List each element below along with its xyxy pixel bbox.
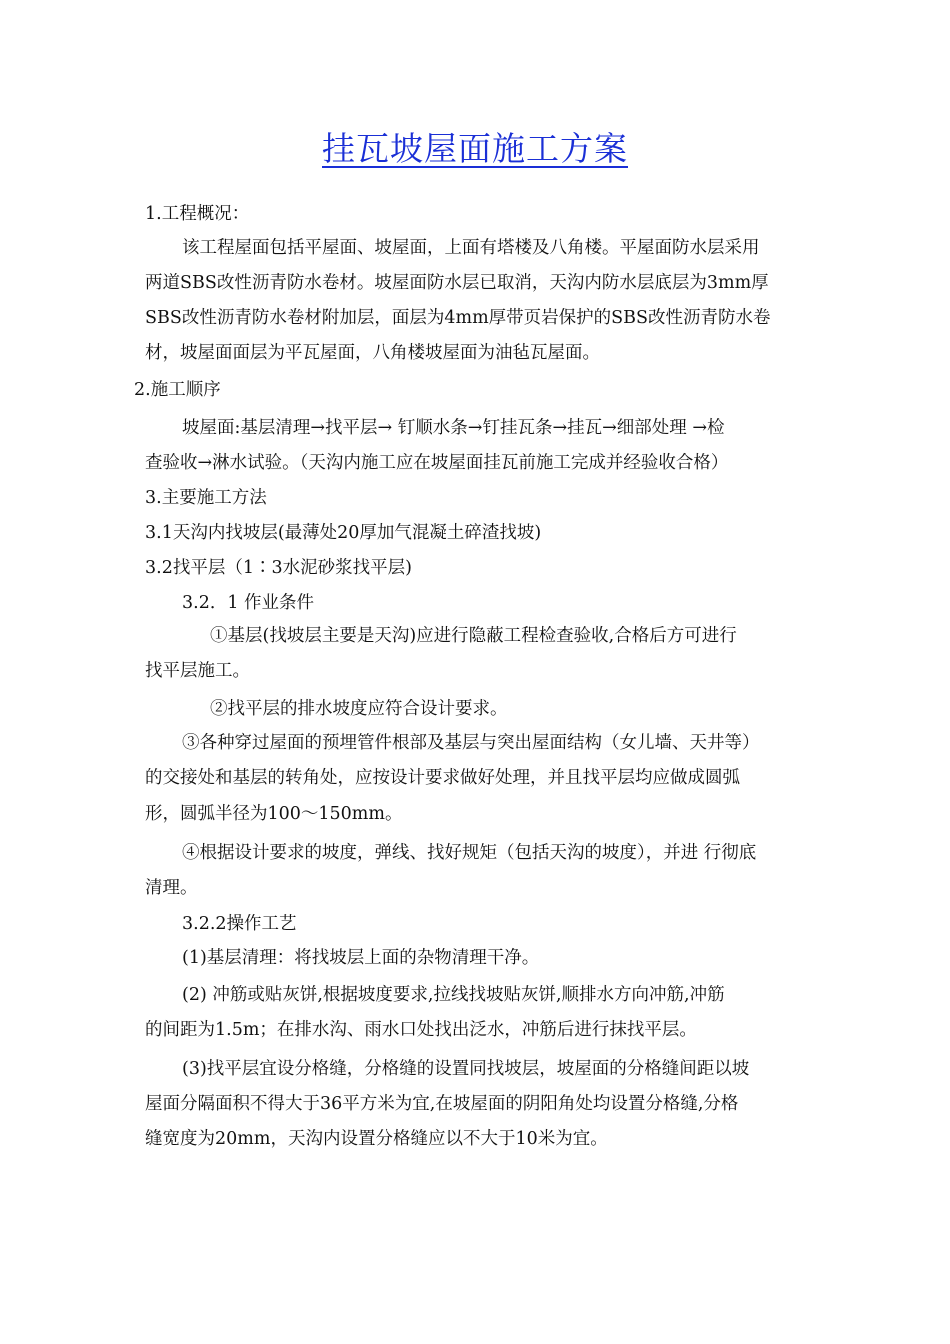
- paragraph-line: ④根据设计要求的坡度，弹线、找好规矩（包括天沟的坡度），并进 行彻底: [182, 843, 757, 863]
- subsection-heading: 3.2找平层（1∶3水泥砂浆找平层): [145, 558, 412, 578]
- subsection-heading: 3.2.2操作工艺: [182, 914, 297, 934]
- section-1-heading: 1.工程概况：: [145, 204, 250, 224]
- paragraph-line: 该工程屋面包括平屋面、坡屋面，上面有塔楼及八角楼。平屋面防水层采用: [182, 238, 760, 258]
- paragraph-line: 查验收→淋水试验。（天沟内施工应在坡屋面挂瓦前施工完成并经验收合格）: [145, 453, 729, 473]
- paragraph-line: 找平层施工。: [145, 661, 250, 681]
- paragraph-line: 清理。: [145, 878, 198, 898]
- paragraph-line: ③各种穿过屋面的预埋管件根部及基层与突出屋面结构（女儿墙、天井等）: [182, 733, 760, 753]
- paragraph-line: ①基层(找坡层主要是天沟)应进行隐蔽工程检查验收,合格后方可进行: [210, 626, 737, 646]
- document-title: 挂瓦坡屋面施工方案: [322, 129, 628, 168]
- paragraph-line: 的间距为1.5m；在排水沟、雨水口处找出泛水，冲筋后进行抹找平层。: [145, 1020, 697, 1040]
- subsection-heading: 3.1天沟内找坡层(最薄处20厚加气混凝土碎渣找坡): [145, 523, 542, 543]
- paragraph-line: 两道SBS改性沥青防水卷材。坡屋面防水层已取消，天沟内防水层底层为3mm厚: [145, 273, 769, 293]
- paragraph-line: 的交接处和基层的转角处，应按设计要求做好处理，并且找平层均应做成圆弧: [145, 768, 740, 788]
- paragraph-line: 屋面分隔面积不得大于36平方米为宜,在坡屋面的阴阳角处均设置分格缝,分格: [145, 1094, 739, 1114]
- paragraph-line: 形，圆弧半径为100～150mm。: [145, 804, 403, 824]
- section-2-heading: 2.施工顺序: [134, 380, 221, 400]
- section-3-heading: 3.主要施工方法: [145, 488, 267, 508]
- paragraph-line: (2) 冲筋或贴灰饼,根据坡度要求,拉线找坡贴灰饼,顺排水方向冲筋,冲筋: [182, 985, 725, 1005]
- paragraph-line: ②找平层的排水坡度应符合设计要求。: [210, 699, 508, 719]
- paragraph-line: SBS改性沥青防水卷材附加层，面层为4mm厚带页岩保护的SBS改性沥青防水卷: [145, 308, 771, 328]
- paragraph-line: 坡屋面:基层清理→找平层→ 钉顺水条→钉挂瓦条→挂瓦→细部处理 →检: [182, 418, 725, 438]
- paragraph-line: (1)基层清理：将找坡层上面的杂物清理干净。: [182, 948, 540, 968]
- paragraph-line: 缝宽度为20mm，天沟内设置分格缝应以不大于10米为宜。: [145, 1129, 608, 1149]
- paragraph-line: (3)找平层宜设分格缝，分格缝的设置同找坡层，坡屋面的分格缝间距以坡: [182, 1059, 750, 1079]
- subsection-heading: 3.2．1 作业条件: [182, 593, 315, 613]
- paragraph-line: 材，坡屋面面层为平瓦屋面，八角楼坡屋面为油毡瓦屋面。: [145, 343, 600, 363]
